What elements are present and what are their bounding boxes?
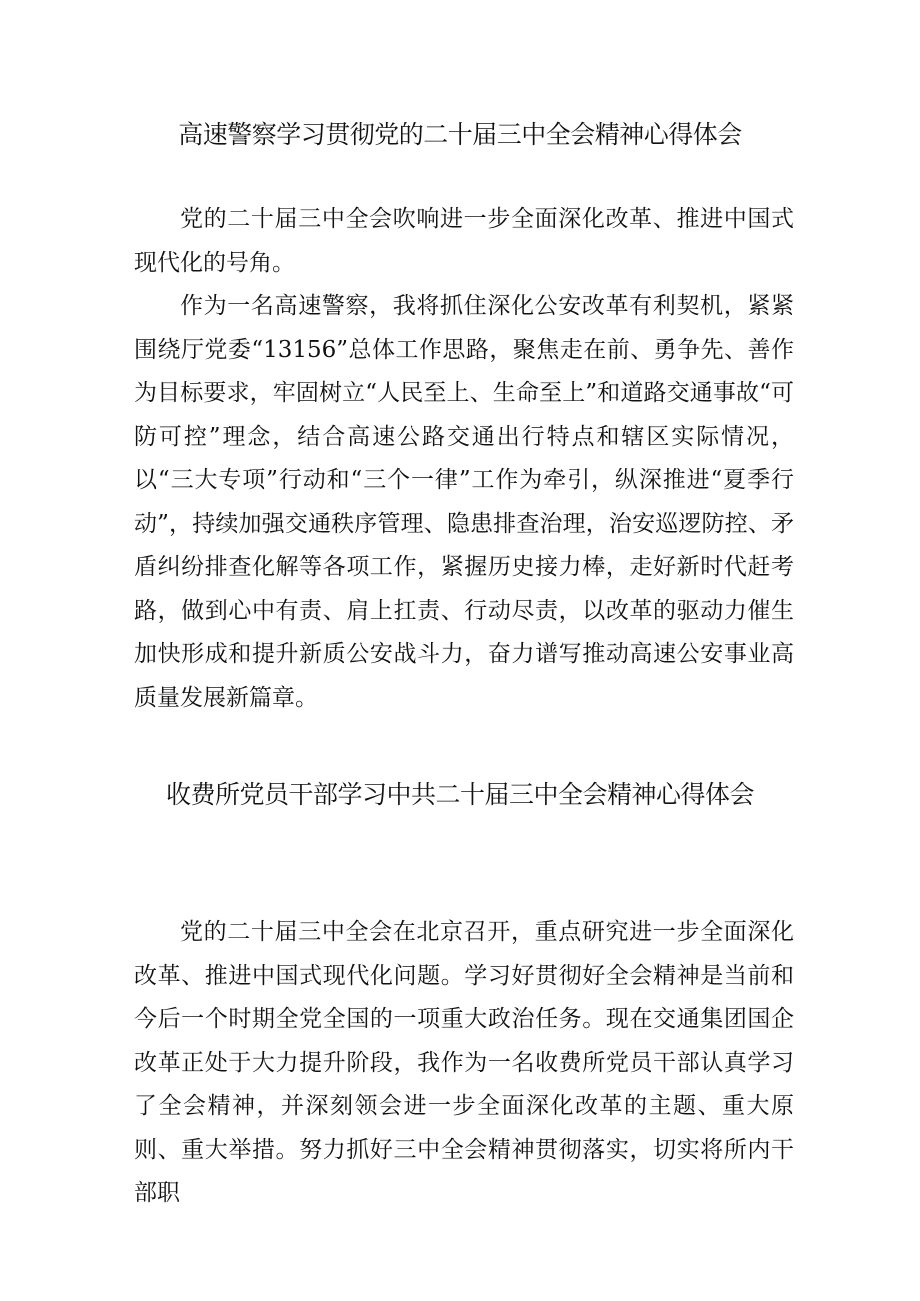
article2-title: 收费所党员干部学习中共二十届三中全会精神心得体会	[165, 780, 754, 809]
article1-body	[134, 198, 794, 720]
article1-paragraph: 作为一名高速警察，我将抓住深化公安改革有利契机，紧紧围绕厅党委“13156”总体工作思路，聚焦走在前、勇争先、善作为目标要求，牢固树立“人民至上、生命至上”和道路交通事故“可防可控”理念，结合高速公路交通出行特点和辖区实际情况，以“三大专项”行动和“三个一律”工作为牵引，纵深推进“夏季行动”，持续加强交通秩序管理、隐患排查治理，治安巡逻防控、矛盾纠纷排查化解等各项工作，紧握历史接力棒，走好新时代赶考路，做到心中有责、肩上扛责、行动尽责，以改革的驱动力催生加快形成和提升新质公安战斗力，奋力谱写推动高速公安事业高质量发展新篇章。	[134, 293, 794, 711]
article2-body	[134, 911, 794, 1216]
article1-paragraph: 党的二十届三中全会吹响进一步全面深化改革、推进中国式现代化的号角。	[134, 206, 794, 276]
article1-title: 高速警察学习贯彻党的二十届三中全会精神心得体会	[178, 120, 742, 149]
article2-paragraph: 党的二十届三中全会在北京召开，重点研究进一步全面深化改革、推进中国式现代化问题。学习好贯彻好全会精神是当前和今后一个时期全党全国的一项重大政治任务。现在交通集团国企改革正处于大力提升阶段，我作为一名收费所党员干部认真学习了全会精神，并深刻领会进一步全面深化改革的主题、重大原则、重大举措。努力抓好三中全会精神贯彻落实，切实将所内干部职	[134, 919, 794, 1206]
